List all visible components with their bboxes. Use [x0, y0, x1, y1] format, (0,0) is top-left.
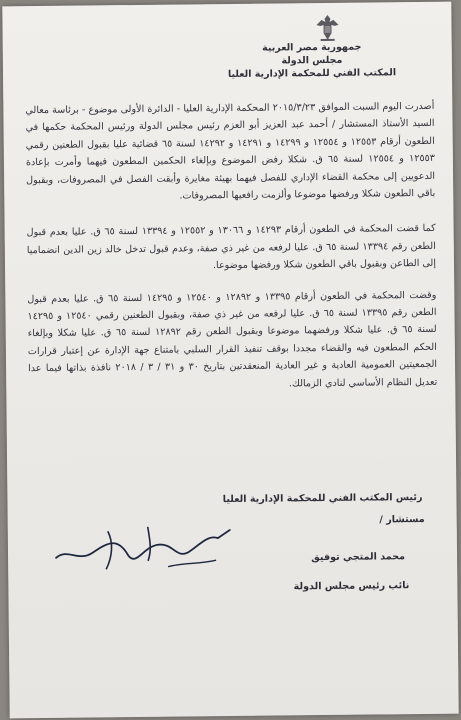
paragraph-3: وقضت المحكمة في الطعون أرقام ١٣٣٩٥ و ١٢٨٩٢ و ١٢٥٤٠ و ١٤٢٩٥ لسنة ٦٥ ق. عليا بعدم قبول الطعن رقم ١٣٣٩٥ لسنة ٦٥ ق. عليا لرفعه من غير ذي صفة، وبقبول الطعنين رقمي ١٢٥٤٠ و ١٤٢٩٥ لسنة ٦٥ ق. عليا شكلا ورفضهما موضوعا وبقبول الطعن رقم ١٢٨٩٢ لسنة ٦٥ ق. عليا شكلا وبإلغاء الحكم المطعون فيه والقضاء مجددا بوقف تنفيذ القرار السلبي بامتناع جهة الإدارة عن إعتبار قرارات الجمعيتين العمومية العادية و غير العادية المنعقدتين بتاريخ ٣٠ و ٣١ / ٣ / ٢٠١٨ نافذة بذاتها فيما عدا تعديل النظام الأساسي لنادي الزمالك.: [27, 289, 438, 390]
letter-body: [25, 98, 437, 409]
signature-name: محمد المتجي توفيق: [311, 551, 406, 564]
signature-position: نائب رئيس مجلس الدولة: [293, 580, 410, 593]
letterhead-office: المكتب الفني للمحكمة الإدارية العليا: [227, 67, 397, 81]
scanned-letter: [2, 2, 458, 719]
letterhead-council: مجلس الدولة: [281, 54, 343, 67]
letterhead-country: جمهورية مصر العربية: [262, 41, 362, 54]
eagle-emblem-icon: [314, 13, 340, 43]
signature-rank: مستشار /: [379, 513, 425, 526]
paragraph-1: أصدرت اليوم السبت الموافق ٢٠١٥/٣/٢٣ المحكمة الإدارية العليا - الدائرة الأولى موضوع - برئاسة معالي السيد الأستاذ المستشار / أحمد عبد العزيز أبو العزم رئيس مجلس الدولة ورئيس المحكمة حكمها في الطعون أرقام ١٢٥٥٣ و ١٢٥٥٤ و ١٤٢٩٩ و ١٤٢٩١ و ١٤٢٩٢ لسنة ٦٥ قضائية عليا بقبول الطعنين رقمي ١٢٥٥٣ و ١٢٥٥٤ لسنة ٦٥ ق. شكلا رفض الموضوع وبإلغاء الحكمين المطعون فيهما وأمرت بإعادة الدعويين إلى محكمة القضاء الإداري للفصل فيهما بهيئة مغايرة وأبقت الفصل في المصروفات، وبقبول باقي الطعون شكلا ورفضها موضوعا وألزمت رافعيها المصروفات.: [25, 100, 436, 202]
letterhead: [212, 40, 412, 81]
handwritten-signature: [48, 516, 239, 578]
signature-title: رئيس المكتب الفني للمحكمة الإدارية العليا: [222, 491, 423, 506]
paragraph-2: كما قضت المحكمة في الطعون أرقام ١٤٢٩٣ و ١٣٠٦٦ و ١٢٥٥٢ و ١٣٣٩٤ لسنة ٦٥ ق. عليا بعدم قبول الطعن رقم ١٣٣٩٤ لسنة ٦٥ ق. عليا لرفعه من غير ذي صفة، وعدم قبول تدخل خالد زين الدين انضماميا إلى الطاعن وبقبول باقي الطعون شكلا ورفضها موضوعا.: [26, 223, 437, 272]
